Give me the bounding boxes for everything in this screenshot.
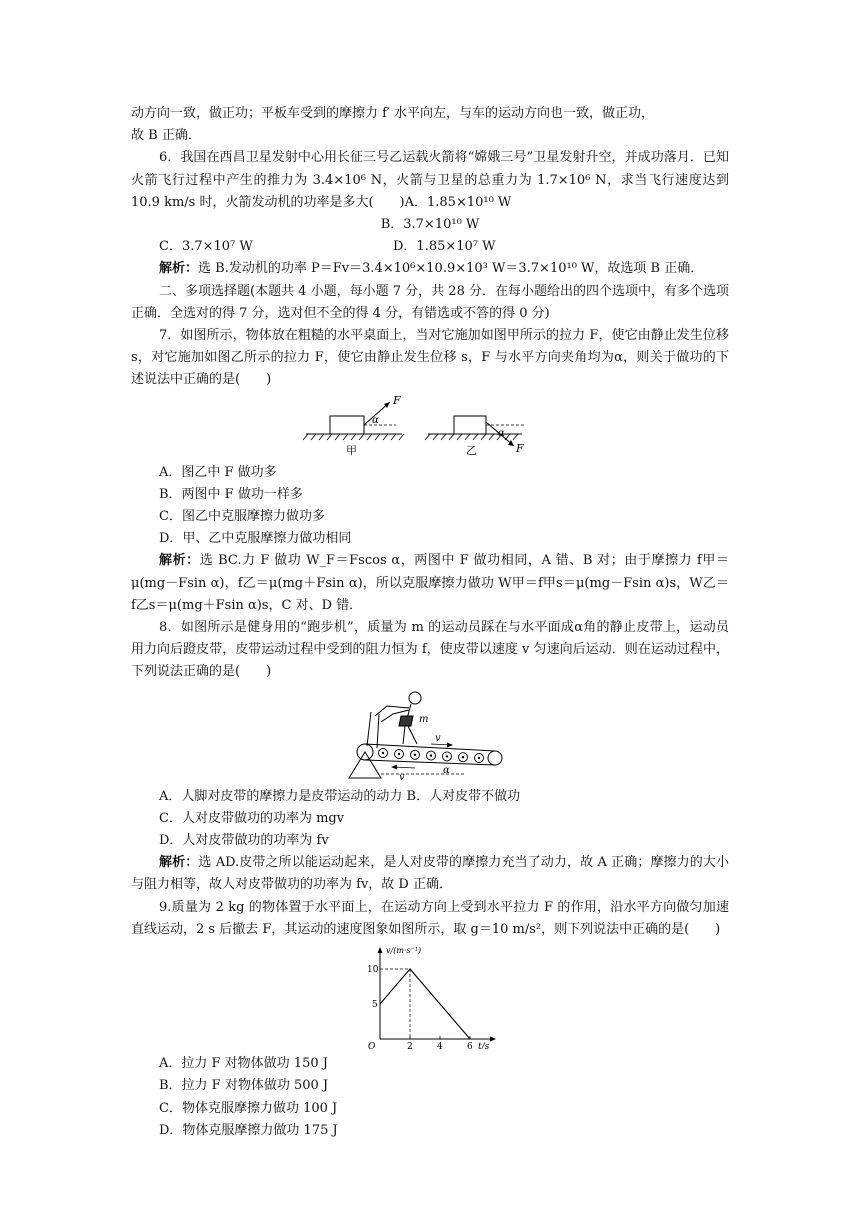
- figure-jia: [303, 394, 404, 457]
- analysis-label: 解析：: [159, 553, 200, 569]
- question-7-stem: 7．如图所示，物体放在粗糙的水平桌面上，当对它施加如图甲所示的拉力 F，使它由静止发生位移 s，对它施加如图乙所示的拉力 F，使它由静止发生位移 s，F 与水平方向夹角均为α，则关于做功的下述说法中正确的是( ): [131, 328, 729, 388]
- question-6-stem: 6．我国在西昌卫星发射中心用长征三号乙运载火箭将“嫦娥三号”卫星发射升空，并成功落月．已知火箭飞行过程中产生的推力为 3.4×10⁶ N，火箭与卫星的总重力为 1.7×10⁶ N，求当飞行速度达到 10.9 km/s 时，火箭发动机的功率是多大( )A．1.85×10¹⁰ W: [131, 150, 729, 210]
- question-8-stem: 8．如图所示是健身用的“跑步机”，质量为 m 的运动员踩在与水平面成α角的静止皮带上，运动员用力向后蹬皮带，皮带运动过程中受到的阻力恒为 f，使皮带以速度 v 匀速向后运动．则在运动过程中，下列说法正确的是( ): [131, 620, 729, 680]
- analysis-label: 解析：: [159, 855, 199, 871]
- option-c: C．人对皮带做功的功率为 mgv: [159, 810, 345, 826]
- x-tick-label: 2: [407, 1042, 413, 1050]
- y-tick-label: 5: [372, 1000, 378, 1011]
- analysis-text: 选 AD.皮带之所以能运动起来，是人对皮带的摩擦力充当了动力，故 A 正确；摩擦力的大小与阻力相等，故人对皮带做功的功率为 fv，故 D 正确．: [131, 855, 729, 893]
- analysis-text: 选 B.发动机的功率 P＝Fv＝3.4×10⁶×10.9×10³ W＝3.7×10¹⁰ W，故选项 B 正确．: [198, 261, 704, 277]
- text-line: 故 B 正确．: [131, 128, 201, 144]
- option-a: A．图乙中 F 做功多: [159, 464, 277, 480]
- angle-label: α: [443, 764, 450, 776]
- velocity-label: v: [435, 732, 441, 744]
- option-a: A．拉力 F 对物体做功 150 J: [159, 1056, 328, 1072]
- runner-figure: [367, 692, 421, 748]
- option-d: D．1.85×10⁷ W: [393, 239, 496, 255]
- analysis-8: [131, 852, 729, 896]
- option-c: C．图乙中克服摩擦力做功多: [159, 509, 325, 525]
- figure-label-yi: 乙: [466, 443, 477, 457]
- option-b: B．3.7×10¹⁰ W: [380, 217, 480, 233]
- x-tick-label: 4: [437, 1042, 443, 1050]
- velocity-time-chart: [360, 943, 500, 1049]
- figure-label-jia: 甲: [346, 443, 357, 457]
- figure-8-treadmill: [345, 686, 515, 782]
- analysis-7: [131, 550, 729, 617]
- section-2-heading: 二、多项选择题(本题共 4 小题，每小题 7 分，共 28 分．在每小题给出的四个选项中，有多个选项正确．全选对的得 7 分，选对但不全的得 4 分，有错选或不答的得 0 分): [131, 283, 729, 321]
- origin-label: O: [368, 1042, 376, 1050]
- y-tick-label: 10: [367, 965, 379, 976]
- y-axis-label: v/(m·s⁻¹): [386, 946, 422, 956]
- angle-label: α: [498, 427, 505, 439]
- options-row: [131, 236, 729, 258]
- angle-label: α: [372, 414, 379, 426]
- velocity-label: v: [399, 771, 405, 782]
- analysis-label: 解析：: [159, 261, 199, 277]
- option-c: C．3.7×10⁷ W: [159, 239, 253, 255]
- option-c: C．物体克服摩擦力做功 100 J: [159, 1100, 338, 1116]
- force-label: F: [393, 393, 401, 407]
- x-tick-label: 6: [467, 1042, 473, 1050]
- document-content: [131, 103, 729, 1142]
- belt-rollers: [379, 748, 484, 762]
- text-line: 动方向一致，做正功；平板车受到的摩擦力 f′ 水平向左，与车的运动方向也一致，做正功，: [131, 106, 655, 121]
- question-9-stem: 9.质量为 2 kg 的物体置于水平面上，在运动方向上受到水平拉力 F 的作用，沿水平方向做匀加速直线运动，2 s 后撤去 F，其运动的速度图象如图所示，取 g＝10 m/s²，则下列说法中正确的是( ): [131, 899, 729, 937]
- force-label: F: [516, 441, 524, 455]
- mass-label: m: [419, 713, 429, 725]
- option-d: D．物体克服摩擦力做功 175 J: [159, 1122, 338, 1138]
- figure-yi: [425, 416, 524, 457]
- series-line: [380, 969, 470, 1039]
- figure-7: [300, 394, 560, 458]
- option-b: B．拉力 F 对物体做功 500 J: [159, 1078, 329, 1094]
- x-axis-label: t/s: [478, 1042, 490, 1050]
- option-b: B．两图中 F 做功一样多: [159, 486, 303, 502]
- option-d: D．甲、乙中克服摩擦力做功相同: [159, 531, 352, 547]
- analysis-text: 选 BC.力 F 做功 W_F＝Fscos α，两图中 F 做功相同，A 错、B 对；由于摩擦力 f甲＝μ(mg－Fsin α)，f乙＝μ(mg＋Fsin α)，所以克服摩擦力做功 W甲＝f甲s＝μ(mg－Fsin α)s，W乙＝f乙s＝μ(mg＋Fsin α)s，C 对、D 错．: [131, 553, 729, 613]
- option-ab: A．人脚对皮带的摩擦力是皮带运动的动力 B．人对皮带不做功: [159, 788, 521, 804]
- analysis-6: [131, 258, 729, 280]
- option-d: D．人对皮带做功的功率为 fv: [159, 833, 329, 849]
